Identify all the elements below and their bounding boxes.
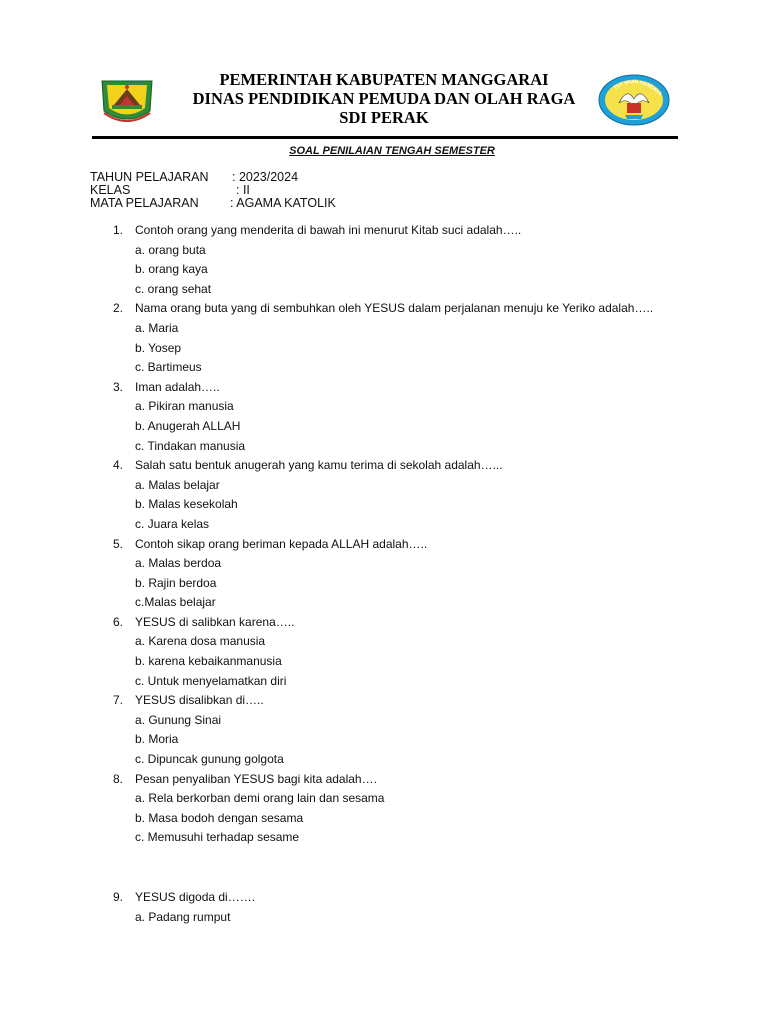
question-1 [0,222,768,300]
answer-option: a. orang buta [135,242,206,257]
question-number: 6. [113,614,124,629]
meta-label: KELAS [90,183,131,197]
answer-option: b. Anugerah ALLAH [135,418,241,433]
question-text: YESUS di salibkan karena….. [135,614,295,629]
question-text: Salah satu bentuk anugerah yang kamu terima di sekolah adalah…... [135,458,503,473]
answer-option: c.Malas belajar [135,595,216,610]
question-text: YESUS disalibkan di….. [135,693,264,708]
answer-option: a. Rela berkorban demi orang lain dan sesama [135,791,385,806]
letterhead-line-3: SDI PERAK [339,108,429,127]
question-list [0,222,768,928]
question-9 [0,889,768,928]
question-text: Nama orang buta yang di sembuhkan oleh YESUS dalam perjalanan menuju ke Yeriko adalah….. [135,301,654,316]
letterhead-divider [92,136,678,139]
answer-option: a. Pikiran manusia [135,399,234,414]
question-6 [0,614,768,692]
meta-value: : 2023/2024 [232,170,299,184]
question-text: Contoh sikap orang beriman kepada ALLAH adalah….. [135,536,428,551]
question-text: Contoh orang yang menderita di bawah ini menurut Kitab suci adalah….. [135,223,522,237]
meta-label: MATA PELAJARAN [90,196,199,210]
answer-option: a. Karena dosa manusia [135,634,266,649]
question-text: Iman adalah….. [135,379,220,394]
question-number: 4. [113,458,124,473]
answer-option: c. Bartimeus [135,360,202,375]
question-number: 3. [113,379,124,394]
answer-option: a. Malas berdoa [135,556,222,571]
answer-option: b. karena kebaikanmanusia [135,654,282,669]
answer-option: b. Malas kesekolah [135,497,238,512]
answer-option: c. Dipuncak gunung golgota [135,752,284,767]
answer-option: c. orang sehat [135,281,212,296]
question-number: 7. [113,693,124,708]
question-8 [0,771,768,849]
meta-value: : AGAMA KATOLIK [230,196,336,210]
answer-option: a. Malas belajar [135,477,220,492]
question-5 [0,536,768,614]
meta-value: : II [236,183,250,197]
answer-option: b. Moria [135,732,179,747]
question-text: Pesan penyaliban YESUS bagi kita adalah…. [135,771,377,786]
logo-motto: TUT WURI HANDAYA [612,78,663,98]
question-2 [0,300,768,378]
answer-option: c. Untuk menyelamatkan diri [135,673,287,688]
meta-label: TAHUN PELAJARAN [90,170,209,184]
answer-option: b. Yosep [135,340,182,355]
answer-option: a. Gunung Sinai [135,712,222,727]
question-number: 5. [113,536,124,551]
answer-option: a. Padang rumput [135,909,231,924]
answer-option: c. Juara kelas [135,516,210,531]
letterhead-line-1: PEMERINTAH KABUPATEN MANGGARAI [219,70,549,89]
exam-title: SOAL PENILAIAN TENGAH SEMESTER [289,145,495,157]
answer-option: a. Maria [135,320,179,335]
answer-option: b. Rajin berdoa [135,575,217,590]
answer-option: b. Masa bodoh dengan sesama [135,810,304,825]
question-3 [0,379,768,457]
question-7 [0,692,768,770]
answer-option: c. Memusuhi terhadap sesame [135,830,300,845]
question-4 [0,457,768,535]
answer-option: b. orang kaya [135,262,208,277]
answer-option: c. Tindakan manusia [135,438,246,453]
letterhead-line-2: DINAS PENDIDIKAN PEMUDA DAN OLAH RAGA [192,89,576,108]
question-number: 2. [113,301,124,316]
question-number: 1. [113,223,124,237]
question-number: 9. [113,890,124,904]
letterhead [0,70,768,127]
question-text: YESUS digoda di……. [135,890,256,904]
blank-space [0,849,768,889]
question-number: 8. [113,771,124,786]
